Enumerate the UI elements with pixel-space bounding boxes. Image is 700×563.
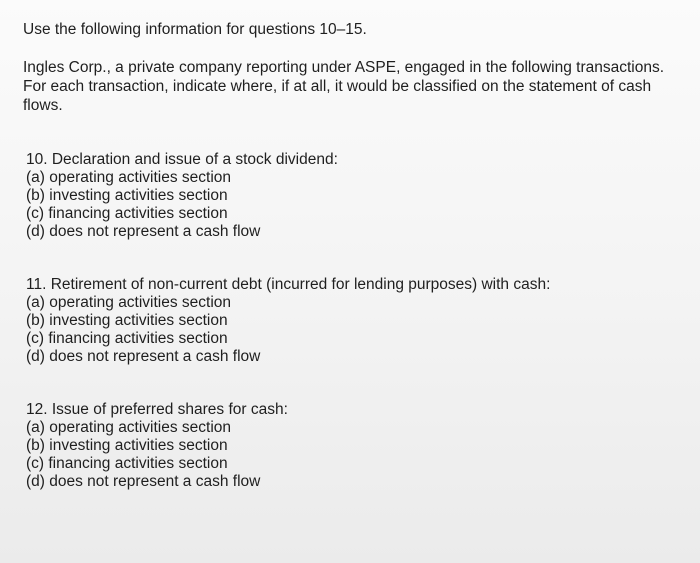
option-d: (d) does not represent a cash flow	[26, 223, 261, 240]
question-stem: 12. Issue of preferred shares for cash:	[26, 401, 288, 418]
option-a: (a) operating activities section	[26, 419, 232, 436]
option-b: (b) investing activities section	[26, 312, 228, 329]
option-a: (a) operating activities section	[26, 294, 232, 311]
question-card	[8, 6, 686, 556]
option-b: (b) investing activities section	[26, 437, 228, 454]
option-a: (a) operating activities section	[26, 169, 232, 186]
option-c: (c) financing activities section	[26, 330, 228, 347]
question-10	[26, 151, 666, 241]
question-12	[26, 401, 666, 491]
option-d: (d) does not represent a cash flow	[26, 348, 261, 365]
question-stem: 10. Declaration and issue of a stock dividend:	[26, 151, 338, 168]
option-c: (c) financing activities section	[26, 455, 228, 472]
question-stem: 11. Retirement of non-current debt (incurred for lending purposes) with cash:	[26, 276, 551, 293]
question-11	[26, 276, 666, 366]
option-b: (b) investing activities section	[26, 187, 228, 204]
intro-paragraph: Ingles Corp., a private company reporting under ASPE, engaged in the following transactions. For each transaction, indicate where, if at all, it would be classified on the statement of cash flows.	[23, 59, 665, 114]
option-d: (d) does not represent a cash flow	[26, 473, 261, 490]
intro-heading: Use the following information for questions 10–15.	[23, 21, 367, 38]
option-c: (c) financing activities section	[26, 205, 228, 222]
